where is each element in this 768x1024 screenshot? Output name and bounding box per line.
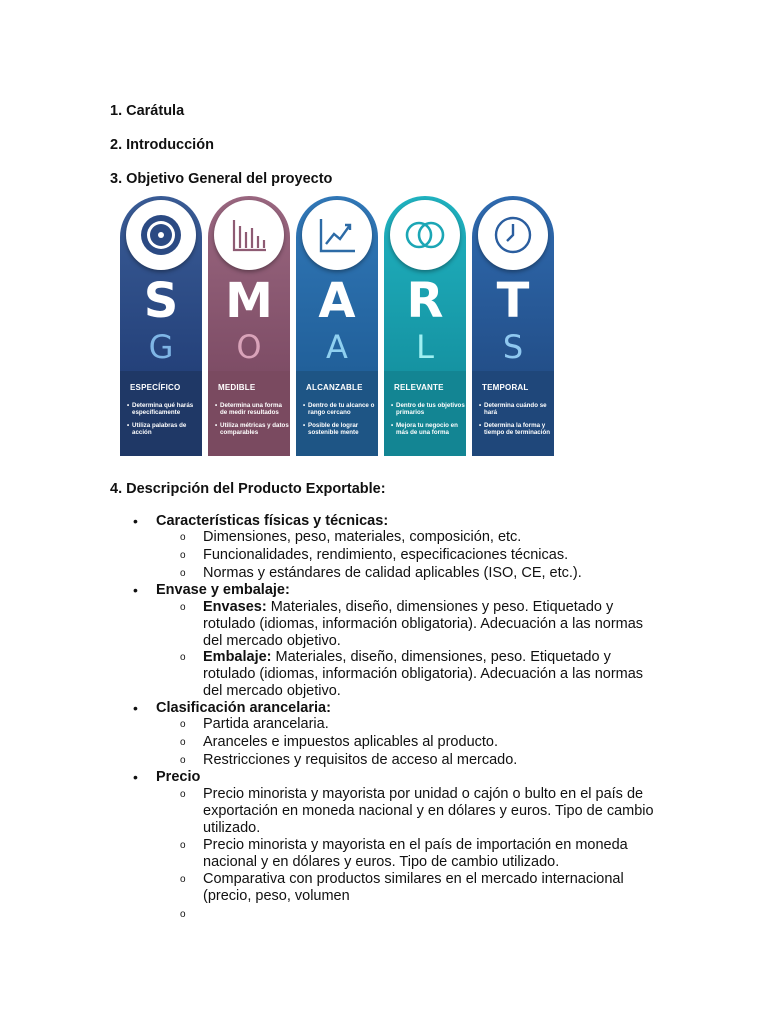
- sub-list-item-text: Precio minorista y mayorista por unidad o cajón o bulto en el país de exportación en moneda nacional y en dólares y euros. Tipo de cambio utilizado.: [203, 786, 654, 836]
- smart-letter: A: [318, 273, 356, 329]
- column-bullet: • Determina la forma y tiempo de terminación: [479, 422, 553, 436]
- goals-letter: O: [236, 328, 262, 366]
- circle-bullet: o: [180, 909, 186, 920]
- smart-column-r: [384, 196, 466, 456]
- goals-letter: L: [416, 328, 434, 366]
- column-bullet: • Posible de lograr sostenible mente: [303, 422, 377, 436]
- sub-list-item-text: Normas y estándares de calidad aplicables (ISO, CE, etc.).: [203, 565, 582, 581]
- clock-icon: [478, 200, 548, 270]
- heading-descripcion: 4. Descripción del Producto Exportable:: [110, 481, 386, 497]
- embalaje-label: Embalaje:: [203, 649, 272, 665]
- column-bullet: • Determina cuándo se hará: [479, 402, 553, 416]
- line-chart-icon: [302, 200, 372, 270]
- column-bullet: • Utiliza palabras de acción: [127, 422, 201, 436]
- list-item-label: Clasificación arancelaria:: [156, 700, 331, 716]
- sub-list-item-text: Funcionalidades, rendimiento, especificaciones técnicas.: [203, 547, 569, 563]
- bar-chart-icon: [214, 200, 284, 270]
- smart-letter: M: [225, 273, 273, 329]
- column-title: ESPECÍFICO: [130, 383, 181, 392]
- circle-bullet: o: [180, 532, 186, 543]
- column-title: MEDIBLE: [218, 383, 256, 392]
- heading-caratula: 1. Carátula: [110, 103, 185, 119]
- circle-bullet: o: [180, 789, 186, 800]
- smart-column-m: [208, 196, 290, 456]
- goals-letter: A: [326, 328, 348, 366]
- circle-bullet: o: [180, 550, 186, 561]
- smart-column-a: [296, 196, 378, 456]
- sub-list-item-text: Precio minorista y mayorista en el país de importación en moneda nacional y en dólares y euros. Tipo de cambio utilizado.: [203, 837, 628, 870]
- column-bullet: • Utiliza métricas y datos comparables: [215, 422, 289, 436]
- column-bullets: [215, 402, 289, 442]
- smart-letter: T: [496, 273, 530, 329]
- envases-label: Envases:: [203, 599, 267, 615]
- circle-bullet: o: [180, 719, 186, 730]
- smart-letter: S: [143, 273, 179, 329]
- column-bullet: • Dentro de tus objetivos primarios: [391, 402, 465, 416]
- circle-bullet: o: [180, 602, 186, 613]
- column-title: RELEVANTE: [394, 383, 444, 392]
- embalaje-text: Materiales, diseño, dimensiones, peso. Etiquetado y rotulado (idiomas, información obligatoria). Adecuación a las normas del mercado objetivo.: [203, 649, 644, 699]
- smart-column-t: [472, 196, 554, 456]
- list-item-label: Precio: [156, 769, 201, 785]
- sub-list-item-text: [203, 649, 663, 699]
- heading-introduccion: 2. Introducción: [110, 137, 214, 153]
- envases-text: Materiales, diseño, dimensiones y peso. Etiquetado y rotulado (idiomas, información obligatoria). Adecuación a las normas del mercado objetivo.: [203, 599, 644, 649]
- circle-bullet: o: [180, 874, 186, 885]
- bullet-dot: •: [133, 513, 138, 529]
- column-bullet: • Mejora tu negocio en más de una forma: [391, 422, 465, 436]
- sub-list-item-text: Comparativa con productos similares en el mercado internacional (precio, peso, volumen: [203, 871, 624, 904]
- smart-letter: R: [406, 273, 444, 329]
- sub-list-item-text: Aranceles e impuestos aplicables al producto.: [203, 734, 498, 750]
- bullet-dot: •: [133, 582, 138, 598]
- rings-icon: [390, 200, 460, 270]
- sub-list-item-text: Partida arancelaria.: [203, 716, 329, 732]
- circle-bullet: o: [180, 568, 186, 579]
- circle-bullet: o: [180, 755, 186, 766]
- column-bullets: [303, 402, 377, 442]
- column-bullets: [479, 402, 553, 442]
- goals-letter: G: [148, 328, 174, 366]
- circle-bullet: o: [180, 652, 186, 663]
- heading-objetivo: 3. Objetivo General del proyecto: [110, 171, 333, 187]
- sub-list-item-text: Restricciones y requisitos de acceso al mercado.: [203, 752, 518, 768]
- bullet-dot: •: [133, 700, 138, 716]
- column-bullet: • Dentro de tu alcance o rango cercano: [303, 402, 377, 416]
- column-bullet: • Determina qué harás específicamente: [127, 402, 201, 416]
- column-bullet: • Determina una forma de medir resultados: [215, 402, 289, 416]
- circle-bullet: o: [180, 840, 186, 851]
- column-title: ALCANZABLE: [306, 383, 363, 392]
- sub-list-item-text: Dimensiones, peso, materiales, composición, etc.: [203, 529, 522, 545]
- circle-bullet: o: [180, 737, 186, 748]
- target-icon: [126, 200, 196, 270]
- smart-goals-infographic: [118, 190, 564, 458]
- list-item-label: Características físicas y técnicas:: [156, 513, 389, 529]
- sub-list-item-text: [203, 599, 663, 649]
- column-title: TEMPORAL: [482, 383, 529, 392]
- column-bullets: [391, 402, 465, 442]
- column-bullets: [127, 402, 201, 442]
- bullet-dot: •: [133, 769, 138, 785]
- goals-letter: S: [502, 328, 524, 366]
- smart-column-s: [120, 196, 202, 456]
- list-item-label: Envase y embalaje:: [156, 582, 290, 598]
